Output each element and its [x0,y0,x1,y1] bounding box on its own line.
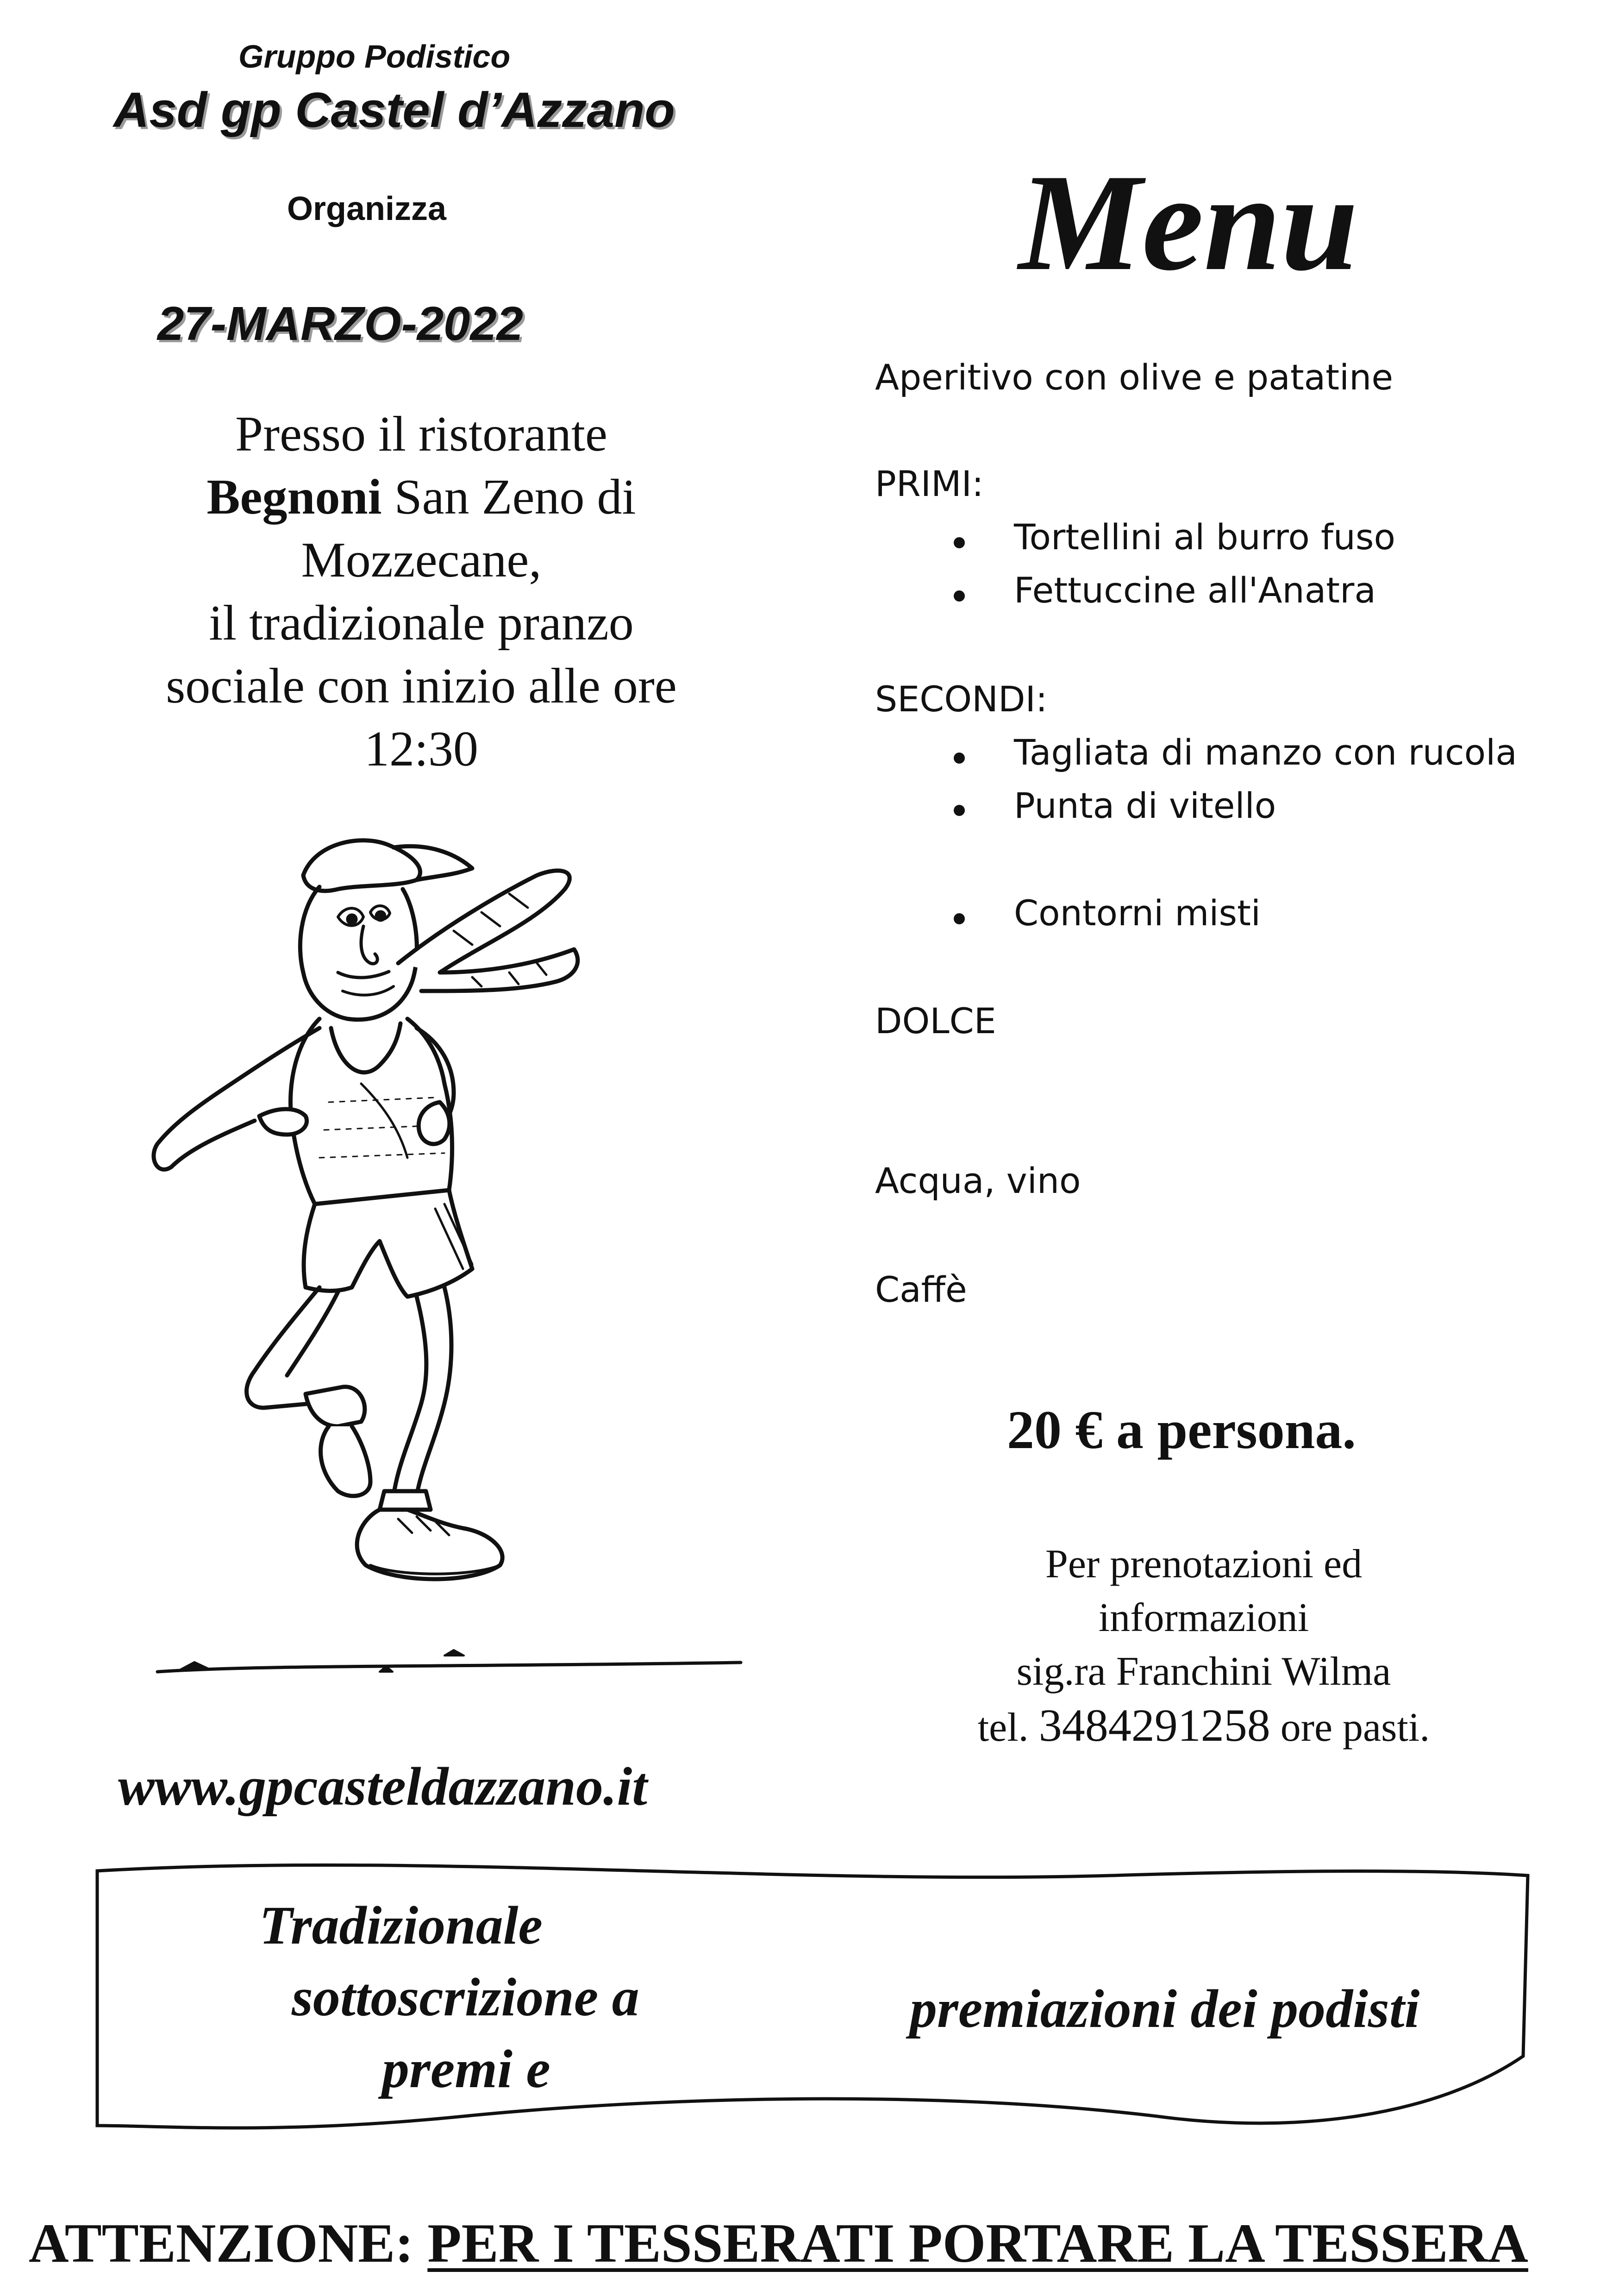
venue-line [100,466,743,529]
price: 20 € a persona. [1007,1399,1356,1460]
venue-line: sociale con inizio alle ore [166,659,677,714]
website-link[interactable]: www.gpcasteldazzano.it [118,1756,648,1817]
venue-line: Presso il ristorante [235,407,607,462]
menu-item: Tagliata di manzo con rucola [1014,732,1517,773]
attention-message: PER I TESSERATI PORTARE LA TESSERA [427,2212,1528,2274]
menu-primi-heading: PRIMI: [875,463,984,504]
menu-item: Contorni misti [1014,892,1261,934]
organizza-label: Organizza [287,190,447,227]
menu-caffe: Caffè [875,1269,967,1310]
phone-number: 3484291258 [1038,1700,1270,1751]
venue-description [100,403,743,781]
runner-cartoon-illustration [120,824,769,1704]
menu-dolce: DOLCE [875,1000,996,1041]
banner-line: premi e [382,2039,550,2099]
venue-location: San Zeno di [381,470,636,525]
booking-line: informazioni [1098,1595,1309,1640]
attention-notice [29,2211,1528,2275]
banner-line: sottoscrizione a [292,1967,639,2027]
event-date: 27-MARZO-2022 [157,297,523,350]
group-label: Gruppo Podistico [238,38,511,75]
venue-line: Mozzecane, [301,533,542,588]
bullet-icon [954,590,965,602]
menu-item: Fettuccine all'Anatra [1014,570,1376,611]
attention-label: ATTENZIONE: [29,2212,414,2274]
restaurant-name: Begnoni [206,470,382,525]
banner-line: Tradizionale [259,1895,543,1956]
booking-info [903,1537,1505,1755]
tel-suffix: ore pasti. [1270,1705,1430,1750]
booking-contact: sig.ra Franchini Wilma [1016,1649,1391,1694]
club-name: Asd gp Castel d’Azzano [113,82,675,138]
venue-line: il tradizionale pranzo [209,596,634,651]
bullet-icon [954,913,965,924]
bullet-icon [954,753,965,764]
tel-prefix: tel. [977,1705,1039,1750]
bullet-icon [954,805,965,816]
menu-aperitivo: Aperitivo con olive e patatine [875,357,1394,398]
booking-phone-line [903,1699,1505,1755]
menu-item: Punta di vitello [1014,785,1276,826]
menu-secondi-heading: SECONDI: [875,678,1048,720]
bullet-icon [954,537,965,548]
start-time: 12:30 [364,721,478,777]
booking-line: Per prenotazioni ed [1045,1542,1363,1587]
menu-title: Menu [1019,145,1358,299]
menu-item: Tortellini al burro fuso [1014,516,1396,558]
banner-right-text: premiazioni dei podisti [910,1978,1420,2039]
banner-left-text [259,1889,639,2105]
menu-drinks: Acqua, vino [875,1160,1081,1201]
